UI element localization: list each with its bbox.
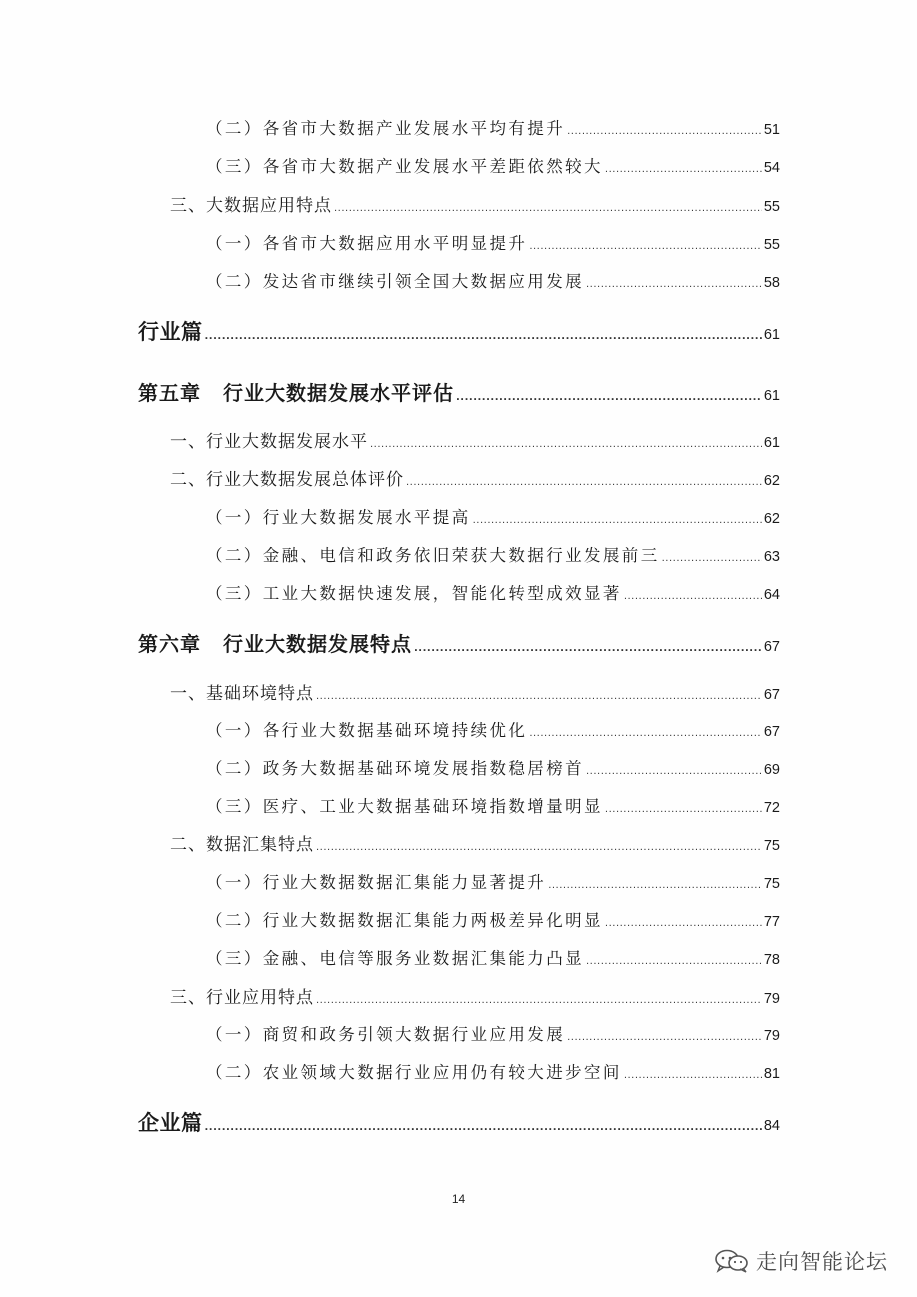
toc-entry-page: 69 xyxy=(763,762,780,778)
toc-entry[interactable] xyxy=(206,1021,780,1045)
toc-entry-page: 55 xyxy=(763,237,780,253)
toc-dot-leader xyxy=(529,241,762,252)
toc-dot-leader xyxy=(605,804,762,815)
watermark-text: 走向智能论坛 xyxy=(756,1250,888,1274)
toc-entry[interactable] xyxy=(170,427,780,452)
toc-dot-leader xyxy=(316,842,762,853)
toc-entry-page: 78 xyxy=(763,952,780,968)
toc-part-title: 行业篇 xyxy=(138,320,203,344)
toc-entry[interactable] xyxy=(170,830,780,855)
toc-entry-title: （二）发达省市继续引领全国大数据应用发展 xyxy=(206,272,584,291)
toc-entry[interactable] xyxy=(206,755,780,779)
toc-chapter-entry[interactable] xyxy=(138,628,780,657)
toc-chapter-heading xyxy=(138,628,412,657)
toc-entry[interactable] xyxy=(206,945,780,969)
toc-chapter-title: 行业大数据发展水平评估 xyxy=(223,381,454,405)
toc-dot-leader xyxy=(605,918,762,929)
toc-entry-page: 61 xyxy=(763,327,780,343)
toc-entry[interactable] xyxy=(206,153,780,177)
toc-chapter-title: 行业大数据发展特点 xyxy=(223,632,412,656)
toc-dot-leader xyxy=(334,203,762,214)
toc-entry[interactable] xyxy=(206,1059,780,1083)
toc-entry-page: 58 xyxy=(763,275,780,291)
toc-entry-page: 81 xyxy=(763,1066,780,1082)
toc-entry-page: 72 xyxy=(763,800,780,816)
toc-entry-page: 61 xyxy=(763,435,780,451)
toc-dot-leader xyxy=(205,331,762,342)
toc-entry-title: （一）商贸和政务引领大数据行业应用发展 xyxy=(206,1025,566,1044)
toc-entry[interactable] xyxy=(206,230,780,254)
toc-entry-title: 二、数据汇集特点 xyxy=(170,835,314,855)
toc-entry-page: 61 xyxy=(763,388,780,404)
toc-dot-leader xyxy=(529,728,762,739)
toc-entry[interactable] xyxy=(206,504,780,528)
toc-chapter-label: 第五章 xyxy=(138,381,201,405)
toc-entry-title: 一、基础环境特点 xyxy=(170,684,314,704)
toc-entry[interactable] xyxy=(206,115,780,139)
toc-entry-page: 62 xyxy=(763,511,780,527)
toc-entry-page: 84 xyxy=(763,1118,780,1134)
toc-entry[interactable] xyxy=(206,793,780,817)
toc-entry-title: （三）金融、电信等服务业数据汇集能力凸显 xyxy=(206,949,584,968)
toc-entry-page: 75 xyxy=(763,876,780,892)
toc-entry-page: 67 xyxy=(763,639,780,655)
toc-entry-title: （二）各省市大数据产业发展水平均有提升 xyxy=(206,119,566,138)
toc-entry[interactable] xyxy=(170,191,780,216)
toc-entry[interactable] xyxy=(206,542,780,566)
toc-dot-leader xyxy=(316,995,762,1006)
toc-entry-page: 75 xyxy=(763,838,780,854)
toc-entry-title: （二）政务大数据基础环境发展指数稳居榜首 xyxy=(206,759,584,778)
toc-dot-leader xyxy=(662,553,762,564)
page-number: 14 xyxy=(451,1192,466,1206)
toc-dot-leader xyxy=(567,1032,762,1043)
toc-dot-leader xyxy=(548,880,762,891)
toc-entry[interactable] xyxy=(170,679,780,704)
toc-entry-title: （三）医疗、工业大数据基础环境指数增量明显 xyxy=(206,797,603,816)
toc-entry[interactable] xyxy=(170,983,780,1008)
toc-dot-leader xyxy=(586,956,762,967)
toc-entry-title: （三）各省市大数据产业发展水平差距依然较大 xyxy=(206,157,603,176)
toc-entry-title: 三、大数据应用特点 xyxy=(170,196,332,216)
toc-dot-leader xyxy=(605,164,762,175)
toc-dot-leader xyxy=(316,691,762,702)
toc-entry-title: （二）行业大数据数据汇集能力两极差异化明显 xyxy=(206,911,603,930)
toc-entry-title: （三）工业大数据快速发展，智能化转型成效显著 xyxy=(206,584,622,603)
toc-chapter-entry[interactable] xyxy=(138,377,780,406)
toc-entry-page: 51 xyxy=(763,122,780,138)
toc-entry-title: （一）行业大数据数据汇集能力显著提升 xyxy=(206,873,547,892)
toc-dot-leader xyxy=(586,279,762,290)
toc-dot-leader xyxy=(205,1122,762,1133)
toc-entry-page: 79 xyxy=(763,991,780,1007)
toc-dot-leader xyxy=(473,515,762,526)
toc-dot-leader xyxy=(414,643,762,654)
toc-entry-title: （二）农业领域大数据行业应用仍有较大进步空间 xyxy=(206,1063,622,1082)
toc-entry-title: （一）各行业大数据基础环境持续优化 xyxy=(206,721,528,740)
toc-entry-title: （一）各省市大数据应用水平明显提升 xyxy=(206,234,528,253)
toc-entry-title: （二）金融、电信和政务依旧荣获大数据行业发展前三 xyxy=(206,546,660,565)
toc-entry[interactable] xyxy=(206,717,780,741)
toc-dot-leader xyxy=(567,126,762,137)
toc-entry[interactable] xyxy=(206,268,780,292)
toc-dot-leader xyxy=(370,439,762,450)
toc-dot-leader xyxy=(456,392,762,403)
watermark xyxy=(714,1246,888,1276)
toc-entry-page: 77 xyxy=(763,914,780,930)
toc-entry-page: 55 xyxy=(763,199,780,215)
toc-dot-leader xyxy=(624,1070,762,1081)
toc-entry-title: 三、行业应用特点 xyxy=(170,988,314,1008)
toc-entry[interactable] xyxy=(206,580,780,604)
toc-dot-leader xyxy=(624,591,762,602)
toc-entry-title: 一、行业大数据发展水平 xyxy=(170,432,368,452)
toc-entry[interactable] xyxy=(170,465,780,490)
toc-entry-page: 62 xyxy=(763,473,780,489)
toc-chapter-heading xyxy=(138,377,454,406)
toc-part-title: 企业篇 xyxy=(138,1111,203,1135)
wechat-icon xyxy=(714,1249,750,1273)
toc-entry[interactable] xyxy=(206,869,780,893)
toc-entry-page: 63 xyxy=(763,549,780,565)
toc-part-entry[interactable] xyxy=(138,1107,780,1137)
toc-entry-page: 67 xyxy=(763,687,780,703)
toc-dot-leader xyxy=(586,766,762,777)
toc-entry-title: （一）行业大数据发展水平提高 xyxy=(206,508,471,527)
toc-entry-page: 64 xyxy=(763,587,780,603)
toc-entry[interactable] xyxy=(206,907,780,931)
toc-entry-page: 54 xyxy=(763,160,780,176)
toc-chapter-label: 第六章 xyxy=(138,632,201,656)
toc-entry-page: 67 xyxy=(763,724,780,740)
toc-entry-page: 79 xyxy=(763,1028,780,1044)
toc-dot-leader xyxy=(406,477,762,488)
toc-entry-title: 二、行业大数据发展总体评价 xyxy=(170,470,404,490)
toc-part-entry[interactable] xyxy=(138,316,780,346)
